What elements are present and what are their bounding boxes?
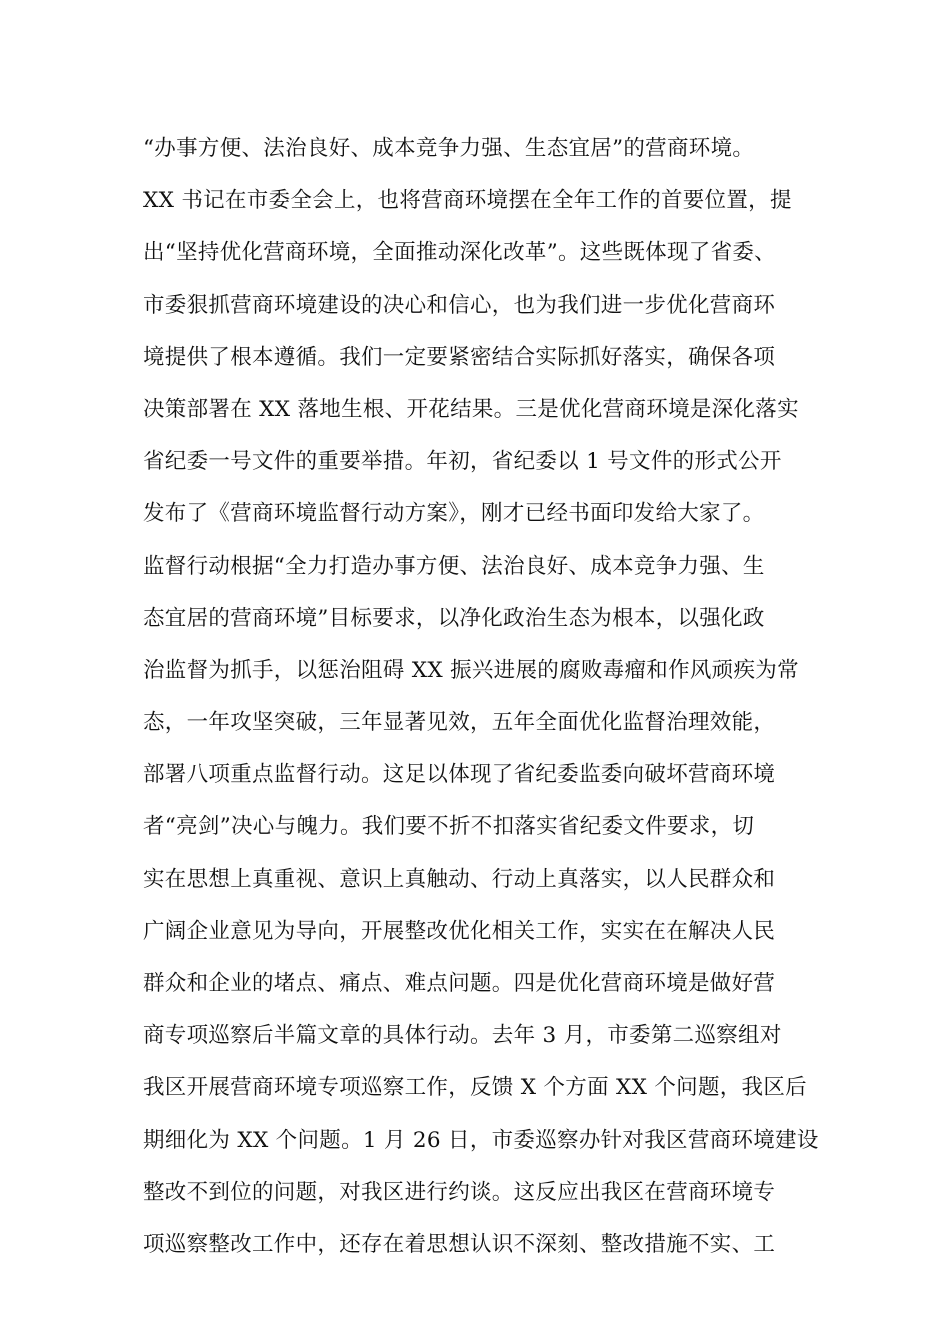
text-line: 决策部署在 XX 落地生根、开花结果。三是优化营商环境是深化落实: [143, 396, 799, 422]
text-line: 监督行动根据“全力打造办事方便、法治良好、成本竞争力强、生: [143, 553, 765, 579]
text-line: 期细化为 XX 个问题。1 月 26 日，市委巡察办针对我区营商环境建设: [143, 1127, 819, 1153]
text-line: 出“坚持优化营商环境，全面推动深化改革”。这些既体现了省委、: [143, 240, 776, 266]
text-line: 境提供了根本遵循。我们一定要紧密结合实际抓好落实，确保各项: [143, 344, 776, 370]
text-line: 群众和企业的堵点、痛点、难点问题。四是优化营商环境是做好营: [143, 971, 776, 996]
text-line: 发布了《营商环境监督行动方案》，刚才已经书面印发给大家了。: [143, 501, 765, 527]
text-line: “办事方便、法治良好、成本竞争力强、生态宜居”的营商环境。: [143, 136, 755, 161]
text-line: 实在思想上真重视、意识上真触动、行动上真落实，以人民群众和: [143, 866, 776, 892]
text-line: 态，一年攻坚突破，三年显著见效，五年全面优化监督治理效能，: [143, 710, 776, 736]
body-text: [143, 131, 843, 1279]
text-line: 商专项巡察后半篇文章的具体行动。去年 3 月，市委第二巡察组对: [143, 1023, 782, 1049]
text-line: 者“亮剑”决心与魄力。我们要不折不扣落实省纪委文件要求，切: [143, 814, 755, 840]
text-line: 省纪委一号文件的重要举措。年初，省纪委以 1 号文件的形式公开: [143, 449, 782, 475]
text-line: 我区开展营商环境专项巡察工作，反馈 X 个方面 XX 个问题，我区后: [143, 1075, 807, 1101]
text-line: 项巡察整改工作中，还存在着思想认识不深刻、整改措施不实、工: [143, 1231, 776, 1257]
text-line: 市委狠抓营商环境建设的决心和信心，也为我们进一步优化营商环: [143, 292, 776, 318]
text-line: 整改不到位的问题，对我区进行约谈。这反应出我区在营商环境专: [143, 1179, 776, 1205]
text-line: XX 书记在市委全会上，也将营商环境摆在全年工作的首要位置，提: [143, 188, 792, 214]
text-line: 部署八项重点监督行动。这足以体现了省纪委监委向破坏营商环境: [143, 762, 776, 788]
text-line: 态宜居的营商环境”目标要求，以净化政治生态为根本，以强化政: [143, 605, 765, 631]
text-line: 治监督为抓手，以惩治阻碍 XX 振兴进展的腐败毒瘤和作风顽疾为常: [143, 657, 799, 683]
text-line: 广阔企业意见为导向，开展整改优化相关工作，实实在在解决人民: [143, 918, 776, 944]
